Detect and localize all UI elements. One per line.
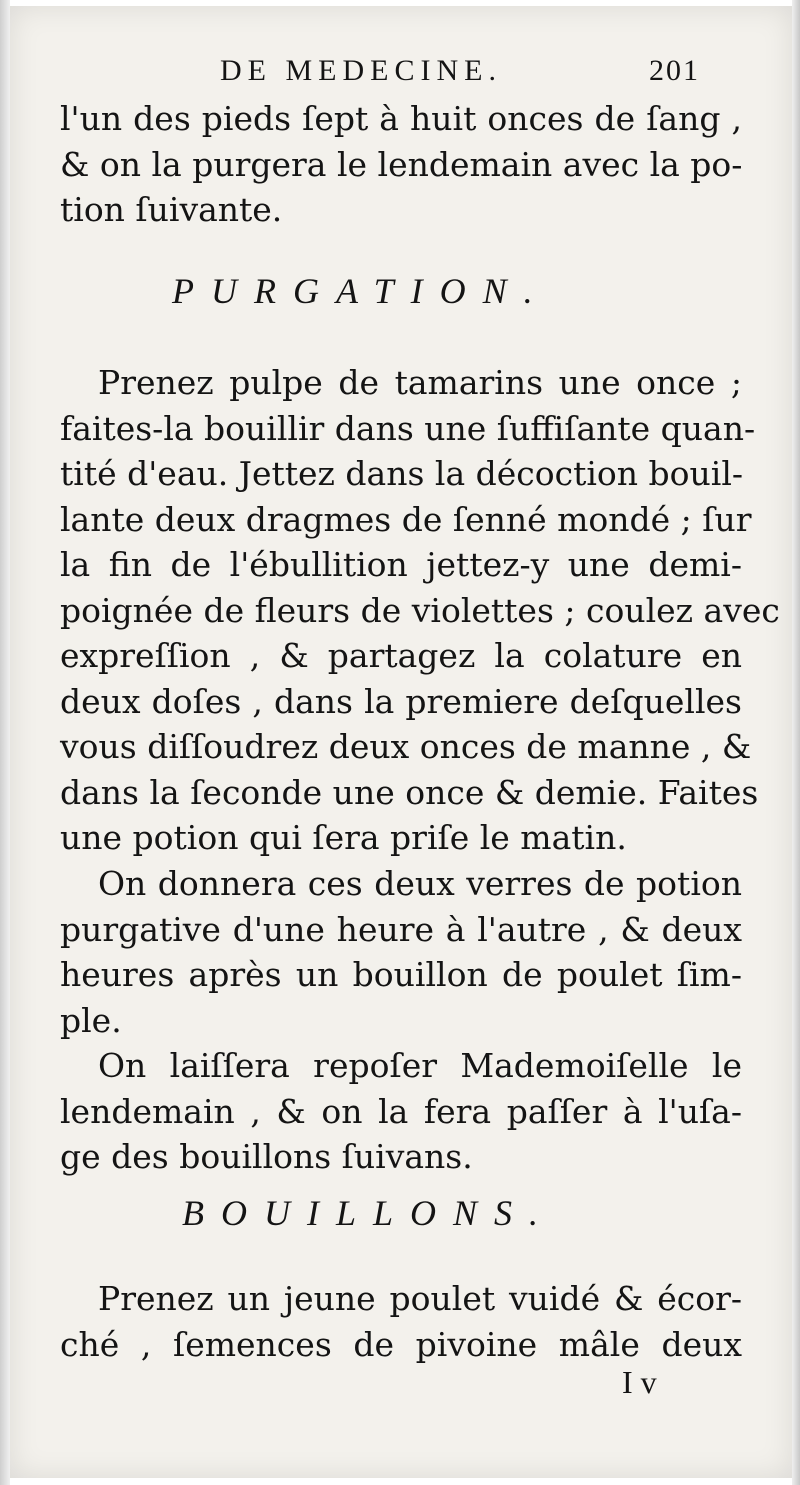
- text-line: expreſſion , & partagez la colature en: [60, 636, 742, 675]
- text-line: heures après un bouillon de poulet ſim-: [60, 955, 742, 994]
- paragraph-purgation-recipe: [60, 360, 780, 861]
- text-line: tion ſuivante.: [60, 190, 283, 229]
- text-line: lante deux dragmes de ſenné mondé ; ſur: [60, 499, 752, 539]
- paragraph-bouillon-recipe: [60, 1276, 742, 1367]
- text-line: dans la ſeconde une once & demie. Faites: [60, 772, 759, 812]
- running-head-title: DE MEDECINE.: [220, 54, 502, 87]
- text-line: une potion qui ſera priſe le matin.: [60, 818, 627, 857]
- text-line: purgative d'une heure à l'autre , & deux: [60, 909, 742, 949]
- running-head: [220, 54, 700, 94]
- text-line: deux doſes , dans la premiere deſquelles: [60, 681, 742, 721]
- scan-edge-right: [792, 0, 800, 1485]
- paragraph-rest: [60, 1043, 742, 1180]
- text-line: ge des bouillons ſuivans.: [60, 1137, 473, 1176]
- text-line: tité d'eau. Jettez dans la décoction bouil-: [60, 454, 744, 493]
- text-line: vous diſſoudrez deux onces de manne , &: [60, 727, 752, 766]
- section-heading-bouillons: BOUILLONS.: [182, 1193, 556, 1233]
- text-line: & on la purgera le lendemain avec la po-: [60, 144, 743, 184]
- text-line: ché , ſemences de pivoine mâle deux: [60, 1324, 742, 1364]
- text-line: On laiſſera repoſer Mademoiſelle le: [98, 1046, 742, 1085]
- text-line: poignée de fleurs de violettes ; coulez avec: [60, 590, 780, 630]
- scan-edge-left: [0, 0, 10, 1485]
- paragraph-continuation: [60, 96, 742, 233]
- text-line: On donnera ces deux verres de potion: [98, 864, 742, 903]
- section-heading-purgation: PURGATION.: [172, 271, 550, 311]
- text-line: la fin de l'ébullition jettez-y une demi-: [60, 545, 742, 584]
- text-line: Prenez un jeune poulet vuidé & écor-: [98, 1279, 742, 1318]
- text-line: ple.: [60, 1000, 122, 1040]
- book-page: [10, 6, 792, 1478]
- text-line: l'un des pieds ſept à huit onces de ſang ,: [60, 99, 742, 138]
- paragraph-potion-dosage: [60, 861, 742, 1043]
- text-line: faites-la bouillir dans une ſuffiſante quan-: [60, 408, 756, 448]
- signature-mark: I v: [622, 1364, 657, 1400]
- text-line: Prenez pulpe de tamarins une once ;: [98, 363, 742, 402]
- text-line: lendemain , & on la fera paſſer à l'uſa-: [60, 1091, 742, 1131]
- page-number: 201: [649, 54, 700, 87]
